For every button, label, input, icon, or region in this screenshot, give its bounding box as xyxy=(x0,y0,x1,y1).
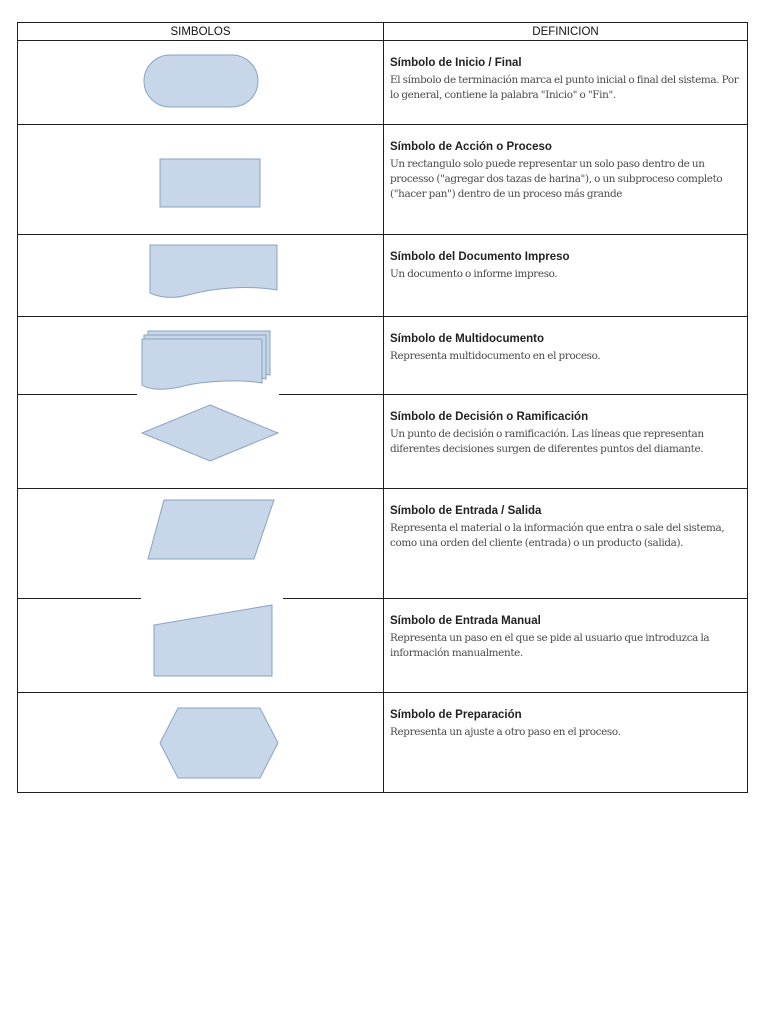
symbol-title: Símbolo del Documento Impreso xyxy=(390,251,570,263)
symbol-cell xyxy=(18,125,384,235)
document-shape-icon xyxy=(18,235,384,317)
table-row xyxy=(18,125,748,235)
symbol-title: Símbolo de Multidocumento xyxy=(390,333,544,345)
symbol-cell xyxy=(18,317,384,395)
symbol-cell xyxy=(18,489,384,599)
symbol-title: Símbolo de Decisión o Ramificación xyxy=(390,411,589,423)
symbol-description: Representa un paso en el que se pide al usuario que introduzca la información manualmente. xyxy=(390,632,710,659)
table-header-row xyxy=(18,23,748,41)
multidocument-shape-icon xyxy=(18,317,384,397)
table-row xyxy=(18,317,748,395)
symbol-cell xyxy=(18,235,384,317)
definition-cell xyxy=(384,125,748,235)
symbol-cell xyxy=(18,693,384,793)
preparation-hexagon-icon xyxy=(18,693,384,793)
header-symbols: SIMBOLOS xyxy=(18,23,384,41)
definition-cell xyxy=(384,693,748,793)
symbol-title: Símbolo de Preparación xyxy=(390,709,522,721)
process-rectangle-icon xyxy=(18,125,384,235)
input-output-parallelogram-icon xyxy=(18,489,384,599)
definition-cell xyxy=(384,41,748,125)
definition-cell xyxy=(384,395,748,489)
symbol-description: Representa un ajuste a otro paso en el proceso. xyxy=(390,726,621,738)
symbol-cell xyxy=(18,395,384,489)
symbol-title: Símbolo de Inicio / Final xyxy=(390,57,522,69)
definition-cell xyxy=(384,235,748,317)
symbol-description: Un documento o informe impreso. xyxy=(390,268,558,280)
decision-diamond-icon xyxy=(18,395,384,489)
symbol-description: Un punto de decisión o ramificación. Las líneas que representan diferentes decisiones surgen de diferentes puntos del diamante. xyxy=(390,428,704,455)
table-row xyxy=(18,599,748,693)
table-row xyxy=(18,395,748,489)
definition-cell xyxy=(384,489,748,599)
table-row xyxy=(18,693,748,793)
definition-cell xyxy=(384,317,748,395)
terminator-shape-icon xyxy=(18,41,384,125)
symbol-description: Representa el material o la información que entra o sale del sistema, como una orden del cliente (entrada) o un producto (salida). xyxy=(390,522,725,549)
definition-cell xyxy=(384,599,748,693)
symbol-title: Símbolo de Entrada / Salida xyxy=(390,505,542,517)
symbol-cell xyxy=(18,599,384,693)
table-row xyxy=(18,489,748,599)
table-row xyxy=(18,41,748,125)
symbol-description: Representa multidocumento en el proceso. xyxy=(390,350,601,362)
symbol-description: El símbolo de terminación marca el punto inicial o final del sistema. Por lo general, contiene la palabra "Inicio" o "Fin". xyxy=(390,74,739,101)
header-definition: DEFINICION xyxy=(384,23,748,41)
symbol-cell xyxy=(18,41,384,125)
table-row xyxy=(18,235,748,317)
symbol-title: Símbolo de Entrada Manual xyxy=(390,615,541,627)
symbol-description: Un rectangulo solo puede representar un solo paso dentro de un processo ("agregar dos tazas de harina"), o un subproceso completo ("hacer pan") dentro de un proceso más grande xyxy=(390,158,723,200)
manual-input-icon xyxy=(18,599,384,693)
symbol-title: Símbolo de Acción o Proceso xyxy=(390,141,552,153)
flowchart-symbols-table xyxy=(17,22,748,793)
